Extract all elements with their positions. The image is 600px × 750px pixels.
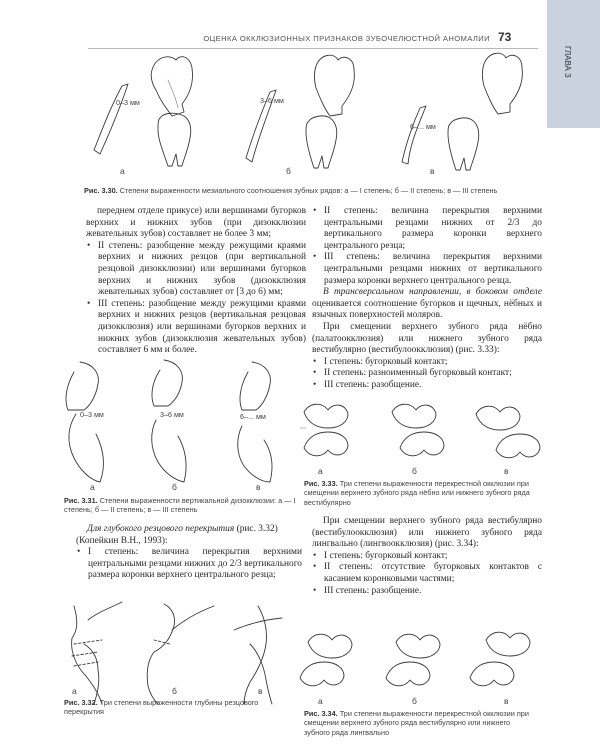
fig330-label-c: 6–... мм [410,122,436,131]
fig334-caption-num: Рис. 3.34. [304,709,338,718]
bullet-vestibular-i-text: I степень: бугорковый контакт; [324,550,448,561]
fig332-caption-text: Три степени выраженности глубины резцового перекрытия [64,698,259,717]
bullet-vestibular-iii: • III степень: разобщение. [313,585,422,596]
bullet-deep-iii-text: III степень: величина перекрытия верхними центральными резцами нижних от вертикального размера коронки верхнего центрального резца. [324,252,542,286]
chapter-tab [547,0,600,128]
left-text-top [86,206,306,357]
figure-3-33-drawing [300,398,550,462]
fig330-label-a: 0–3 мм [116,98,140,107]
fig333-caption-num: Рис. 3.33. [304,479,338,488]
right-text-top [312,206,542,392]
fig330b-molar-upper [315,55,355,116]
bullet-palatal-iii: • III степень: разобщение. [313,379,422,390]
fig330-letter-b: б [286,166,291,176]
fig331-label-b: 3–6 мм [160,410,184,419]
bullet-deep-ii: • II степень: величина перекрытия верхними центральными резцами нижних от 2/3 до вертикального размера коронки верхнего центрального резца; [313,206,542,251]
para-transversal [312,287,542,322]
bullet-vestibular-i: • I степень: бугорковый контакт; [313,550,448,561]
fig333-letter-c: в [504,466,509,476]
bullet-palatal-i: • I степень: бугорковый контакт; [313,356,448,367]
fig332-caption-num: Рис. 3.32. [64,698,98,707]
fig332-letter-a: а [72,686,77,696]
bullet-deep-i-text: I степень: величина перекрытия верхними центральными резцами нижних до 2/3 вертикального размера коронки верхнего центрального резца; [88,547,302,581]
bullet-deep-iii: • III степень: величина перекрытия верхними центральными резцами нижних от вертикального размера коронки верхнего центрального резца. [313,252,542,286]
fig333-caption [304,479,536,507]
deep-overbite-ref: (рис. 3.32) (Копейкин В.Н., 1993): [76,524,278,546]
fig331-letter-b: б [172,482,177,492]
fig331-letter-c: в [256,482,261,492]
fig330c-molar-upper [483,53,523,114]
fig334-letter-a: а [318,696,323,706]
bullet-vestibular-iii-text: III степень: разобщение. [324,585,422,596]
para-continued: переднем отделе прикусе) или вершинами бугорков верхних и нижних зубов (при дизокклюзии жевательных зубов) составляет не более 3 мм; [86,206,306,240]
figure-3-30-drawing [80,50,550,190]
figure-3-34-drawing [300,628,550,692]
bullet-palatal-iii-text: III степень: разобщение. [324,379,422,390]
fig334-caption-text: Три степени выраженности перекрестной окклюзии при смещении верхнего зубного ряда вестибулярно или нижнего зубного ряда лингвально [304,709,529,737]
bullet-palatal-ii-text: II степень: разноименный бугорковый контакт; [324,368,512,379]
fig333-letter-a: а [318,466,323,476]
fig333-letter-b: б [412,466,417,476]
fig330a-molar-lower [158,113,191,166]
left-text-bottom [76,524,302,582]
fig330c-molar-lower [448,118,479,170]
fig332-letter-b: б [172,686,177,696]
bullet-palatal-ii: • II степень: разноименный бугорковый контакт; [313,368,512,379]
fig330-label-b: 3–6 мм [260,96,284,105]
fig330c-incisor [402,106,426,164]
bullet-palatal-i-text: I степень: бугорковый контакт; [324,356,448,367]
fig331-label-c: 6–... мм [240,412,266,421]
fig331-label-a: 0–3 мм [80,410,104,419]
fig330-caption-num: Рис. 3.30. [84,186,118,195]
fig332-letter-c: в [258,686,263,696]
bullet-vertical-iii: • III степень: разобщение между режущими краями верхних и нижних резцов (вертикальная резцовая дизокклюзия) или вершинами бугорков верхних и нижних зубов (дизокклюзия жевательных зубов) составляет 6 мм и более. [87,298,306,356]
fig331-caption-text: Степени выраженности вертикальной дизокклюзии: а — I степень; б — II степень; в — III степень [64,496,296,515]
header-rule [88,48,538,49]
fig330-letter-c: в [430,166,435,176]
fig330a-incisor [94,84,128,154]
fig334-letter-b: б [412,696,417,706]
transversal-rest: оценивается соотношение бугорков и щечных, нёбных и язычных поверхностей моляров. [312,298,542,321]
para-palatal: При смещении верхнего зубного ряда нёбно (палатоокклюзия) или нижнего зубного ряда вестибулярно (вестибулоокклюзия) (рис. 3.33): [312,321,542,356]
figure-3-31-drawing [60,356,300,486]
fig331-caption-num: Рис. 3.31. [64,496,98,505]
bullet-vestibular-ii-text: II степень: отсутствие бугорковых контактов с касанием коронковыми частями; [324,562,542,584]
bullet-vertical-ii-text: II степень: разобщение между режущими краями верхних и нижних резцов (при вертикальной резцовой дизокклюзии) или вершинами бугорков верхних и нижних зубов (дизокклюзия жевательных зубов) составляет от [3 до 6) мм; [98,240,306,298]
para-deep-overbite [76,524,302,547]
running-header: ОЦЕНКА ОККЛЮЗИОННЫХ ПРИЗНАКОВ ЗУБОЧЕЛЮСТНОЙ АНОМАЛИИ [203,34,490,43]
bullet-vertical-ii: • II степень: разобщение между режущими краями верхних и нижних резцов (при вертикальной резцовой дизокклюзии) или вершинами бугорков верхних и нижних зубов (дизокклюзия жевательных зубов) составляет от [3 до 6) мм; [87,240,306,298]
chapter-tab-label: ГЛАВА 3 [563,46,572,78]
bullet-vertical-iii-text: III степень: разобщение между режущими краями верхних и нижних резцов (вертикальная резцовая дизокклюзия) или вершинами бугорков верхних и нижних зубов (дизокклюзия жевательных зубов) составляет 6 мм и более. [98,298,306,356]
fig330-caption-text: Степени выраженности мезиального соотношения зубных рядов: а — I степень; б — II степень; в — III степень [119,186,498,195]
bullet-deep-i: • I степень: величина перекрытия верхними центральными резцами нижних до 2/3 вертикального размера коронки верхнего центрального резца; [77,547,302,581]
bullet-deep-ii-text: II степень: величина перекрытия верхними центральными резцами нижних от 2/3 до вертикального размера коронки верхнего центрального резца; [324,206,542,251]
fig334-caption [304,709,536,737]
fig330-letter-a: а [120,166,125,176]
fig333-caption-text: Три степени выраженности перекрестной окклюзии при смещении верхнего зубного ряда нёбно или нижнего зубного ряда вестибулярно [304,479,530,507]
transversal-lead: В трансверсальном направлении, в боковом отделе [323,287,542,298]
fig334-letter-c: в [504,696,509,706]
fig330a-molar-upper [151,57,192,116]
right-text-bottom [312,516,542,597]
fig331-caption [64,496,296,515]
para-vestibular: При смещении верхнего зубного ряда вестибулярно (вестибулоокклюзия) или нижнего зубного ряда лингвально (лингвоокклюзия) (рис. 3.34): [312,516,542,550]
fig330b-molar-lower [306,116,337,168]
deep-overbite-lead: Для глубокого резцового перекрытия [87,524,235,534]
bullet-vestibular-ii: • II степень: отсутствие бугорковых контактов с касанием коронковыми частями; [313,562,542,584]
page-number: 73 [498,30,512,44]
fig330-caption [84,186,524,195]
fig331-letter-a: а [90,482,95,492]
fig332-caption [64,698,296,717]
